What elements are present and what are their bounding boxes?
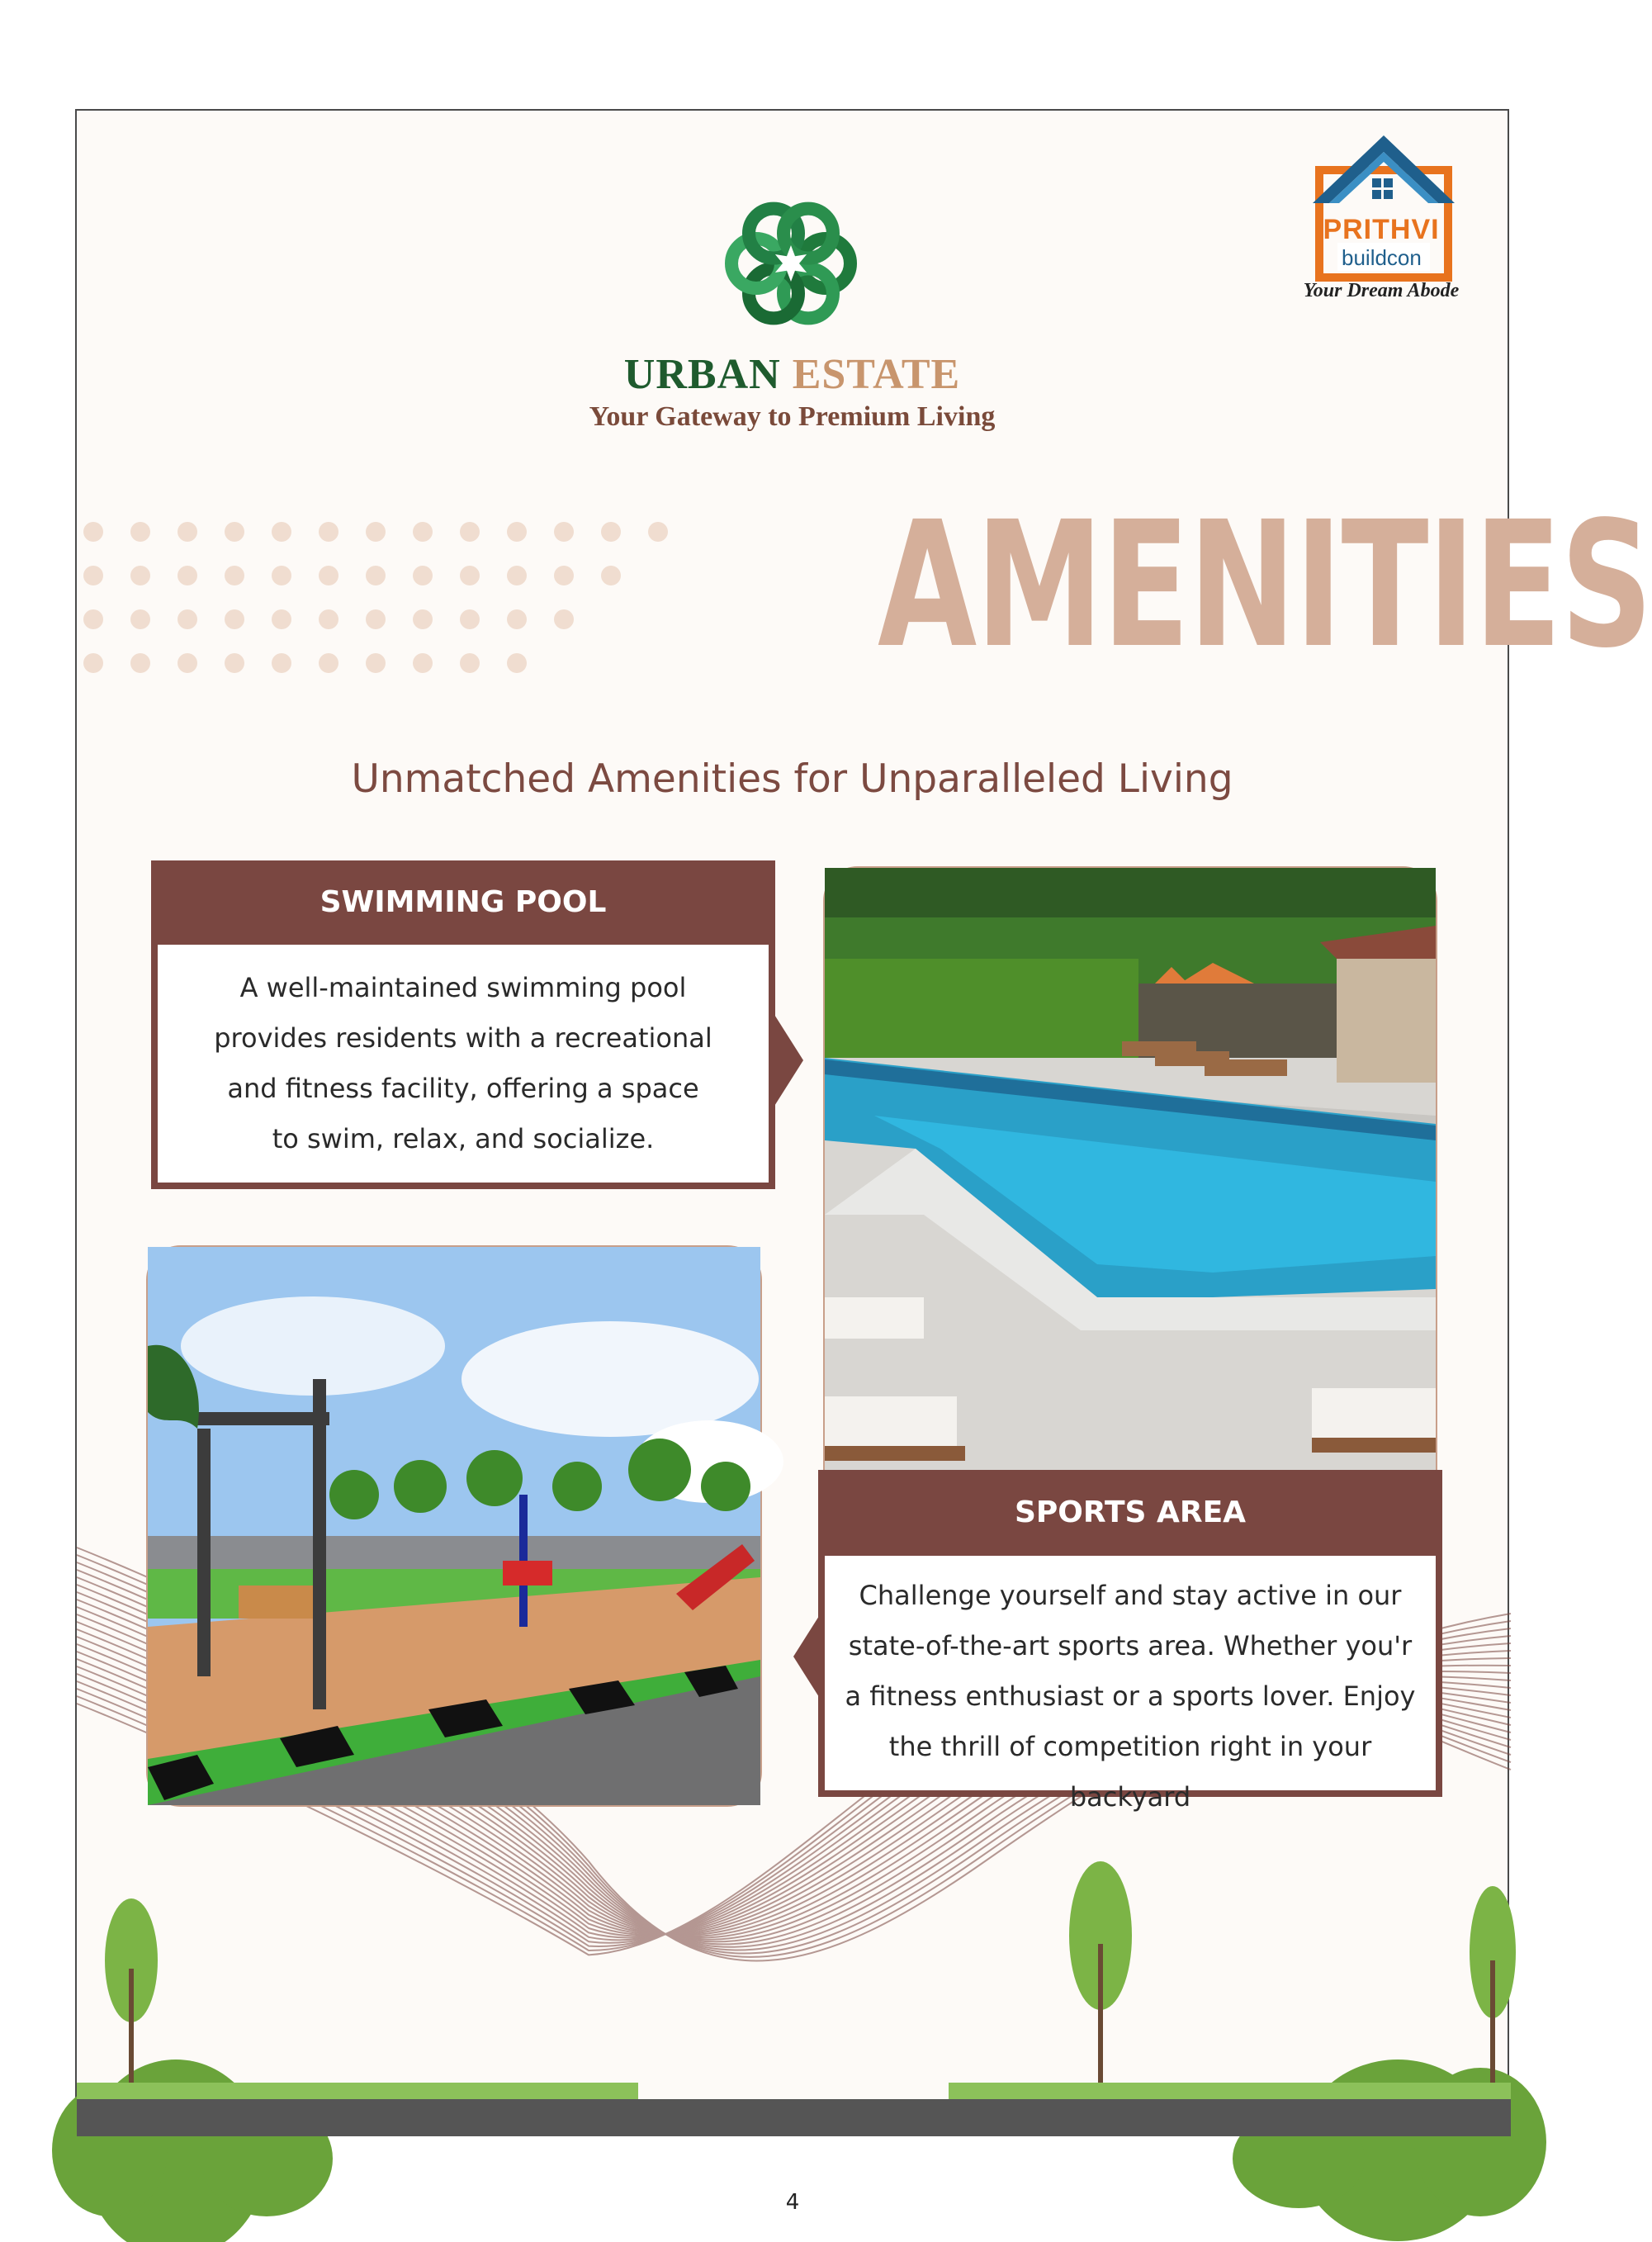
builder-tagline: Your Dream Abode (1303, 280, 1460, 301)
pointer-arrow-left-icon (792, 1607, 825, 1706)
knot-star-logo-icon (721, 189, 861, 338)
brand-name (77, 350, 1508, 399)
swimming-pool-photo (823, 866, 1437, 1535)
amenity-description-sports-area (818, 1556, 1442, 1813)
brand-name-word1: URBAN (623, 351, 781, 398)
amenity-title-sports-area: SPORTS AREA (818, 1470, 1442, 1556)
brochure-page (75, 109, 1652, 2133)
description-line: state-of-the-art sports area. Whether you'r (848, 1630, 1413, 1661)
builder-sub: buildcon (1342, 245, 1422, 270)
description-line: the thrill of competition right in your backyard (888, 1731, 1372, 1813)
description-line: provides residents with a recreational (214, 1022, 712, 1054)
description-line: a fitness enthusiast or a sports lover. Enjoy (845, 1680, 1416, 1712)
page-number: 4 (785, 2190, 800, 2215)
brand-tagline: Your Gateway to Premium Living (589, 401, 996, 432)
description-line: Challenge yourself and stay active in our (859, 1580, 1402, 1611)
sports-area-photo (146, 1245, 762, 1807)
page-subheading: Unmatched Amenities for Unparalleled Living (351, 756, 1233, 802)
page-heading: AMENITIES (878, 484, 1652, 686)
dot-grid-decoration (77, 515, 704, 680)
brand-name-word2: ESTATE (792, 351, 961, 398)
pointer-arrow-right-icon (772, 1011, 805, 1110)
builder-name: PRITHVI (1323, 214, 1440, 245)
description-line: and fitness facility, offering a space (227, 1073, 699, 1104)
amenity-description-swimming-pool (151, 945, 775, 1189)
amenity-title-swimming-pool: SWIMMING POOL (151, 860, 775, 945)
description-line: A well-maintained swimming pool (239, 972, 687, 1003)
landscape-footer-decoration (77, 1878, 1511, 2136)
description-line: to swim, relax, and socialize. (272, 1123, 655, 1154)
